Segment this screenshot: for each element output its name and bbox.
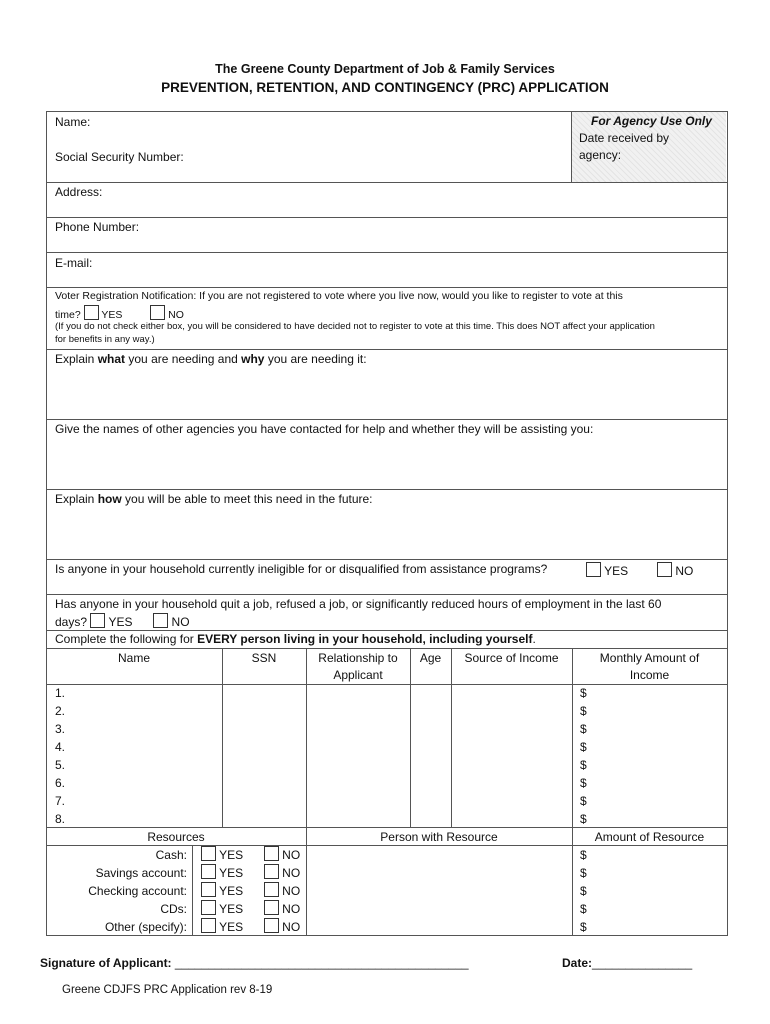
voter-yes-label: YES bbox=[101, 309, 123, 321]
resource-cds-options: YES NO bbox=[201, 900, 300, 916]
email-field[interactable]: E-mail: bbox=[55, 256, 93, 270]
resource-checking-options: YES NO bbox=[201, 882, 300, 898]
table-row[interactable]: 5. bbox=[55, 758, 66, 772]
cash-yes-checkbox[interactable] bbox=[201, 846, 216, 861]
agency-name: The Greene County Department of Job & Family Services bbox=[215, 62, 555, 76]
ssn-field[interactable]: Social Security Number: bbox=[55, 150, 184, 164]
income-amount[interactable]: $ bbox=[580, 758, 587, 772]
table-row[interactable]: 2. bbox=[55, 704, 66, 718]
resource-label: Checking account: bbox=[88, 884, 187, 898]
other-agencies-field[interactable]: Give the names of other agencies you have contacted for help and whether they will be assisting you: bbox=[55, 422, 594, 436]
savings-yes-checkbox[interactable] bbox=[201, 864, 216, 879]
cds-no-checkbox[interactable] bbox=[264, 900, 279, 915]
ineligible-no-checkbox[interactable] bbox=[657, 562, 672, 577]
col-header-monthly-2: Income bbox=[629, 668, 670, 682]
table-row[interactable]: 7. bbox=[55, 794, 66, 808]
resources-header: Resources bbox=[147, 830, 205, 844]
resource-label: Cash: bbox=[155, 848, 187, 862]
resource-label: CDs: bbox=[160, 902, 187, 916]
resource-other-options: YES NO bbox=[201, 918, 300, 934]
signature-row bbox=[40, 956, 469, 970]
voter-no-checkbox[interactable] bbox=[150, 305, 165, 320]
voter-no-label: NO bbox=[168, 309, 184, 321]
signature-line[interactable]: ____________________________________________ bbox=[174, 956, 469, 970]
income-amount[interactable]: $ bbox=[580, 704, 587, 718]
income-amount[interactable]: $ bbox=[580, 794, 587, 808]
table-row[interactable]: 4. bbox=[55, 740, 66, 754]
voter-choice-row bbox=[55, 305, 184, 321]
col-header-relationship-2: Applicant bbox=[333, 668, 383, 682]
income-amount[interactable]: $ bbox=[580, 812, 587, 826]
col-header-name: Name bbox=[117, 651, 150, 665]
resource-label: Savings account: bbox=[95, 866, 187, 880]
col-header-source: Source of Income bbox=[464, 651, 559, 665]
table-row[interactable]: 1. bbox=[55, 686, 66, 700]
quit-job-question: Has anyone in your household quit a job, refused a job, or significantly reduced hours of employment in the last 60 bbox=[55, 597, 662, 611]
ineligible-question: Is anyone in your household currently ineligible for or disqualified from assistance programs? bbox=[55, 562, 548, 576]
col-header-ssn: SSN bbox=[251, 651, 277, 665]
resource-savings-options: YES NO bbox=[201, 864, 300, 880]
future-plan-field[interactable]: Explain how you will be able to meet this need in the future: bbox=[55, 492, 373, 506]
voter-yes-checkbox[interactable] bbox=[84, 305, 99, 320]
resource-label: Other (specify): bbox=[104, 920, 187, 934]
person-with-resource-header: Person with Resource bbox=[380, 830, 498, 844]
footer-revision: Greene CDJFS PRC Application rev 8-19 bbox=[62, 984, 273, 996]
checking-no-checkbox[interactable] bbox=[264, 882, 279, 897]
address-field[interactable]: Address: bbox=[55, 185, 103, 199]
quit-job-yes-checkbox[interactable] bbox=[90, 613, 105, 628]
cds-yes-checkbox[interactable] bbox=[201, 900, 216, 915]
amount-of-resource-header: Amount of Resource bbox=[594, 830, 705, 844]
signature-label: Signature of Applicant: bbox=[40, 956, 172, 970]
ineligible-yes-option: YES bbox=[586, 562, 628, 578]
date-line[interactable]: _______________ bbox=[592, 956, 693, 970]
date-row bbox=[562, 956, 692, 970]
table-row[interactable]: 6. bbox=[55, 776, 66, 790]
table-row[interactable]: 3. bbox=[55, 722, 66, 736]
resource-amount[interactable]: $ bbox=[580, 902, 587, 916]
phone-field[interactable]: Phone Number: bbox=[55, 220, 140, 234]
cash-no-checkbox[interactable] bbox=[264, 846, 279, 861]
income-amount[interactable]: $ bbox=[580, 686, 587, 700]
ineligible-yes-checkbox[interactable] bbox=[586, 562, 601, 577]
col-header-monthly-1: Monthly Amount of bbox=[599, 651, 700, 665]
voter-time-label: time? bbox=[55, 309, 81, 321]
savings-no-checkbox[interactable] bbox=[264, 864, 279, 879]
agency-box-title: For Agency Use Only bbox=[591, 114, 712, 128]
col-header-relationship-1: Relationship to bbox=[318, 651, 398, 665]
resource-amount[interactable]: $ bbox=[580, 848, 587, 862]
income-amount[interactable]: $ bbox=[580, 776, 587, 790]
income-amount[interactable]: $ bbox=[580, 740, 587, 754]
table-row[interactable]: 8. bbox=[55, 812, 66, 826]
other-yes-checkbox[interactable] bbox=[201, 918, 216, 933]
quit-job-choice-row: days? YES NO bbox=[55, 615, 190, 629]
resource-cash-options: YES NO bbox=[201, 846, 300, 862]
need-explanation-field[interactable]: Explain what you are needing and why you are needing it: bbox=[55, 352, 367, 366]
other-no-checkbox[interactable] bbox=[264, 918, 279, 933]
form-title: PREVENTION, RETENTION, AND CONTINGENCY (PRC) APPLICATION bbox=[161, 80, 609, 95]
col-header-age: Age bbox=[419, 651, 442, 665]
quit-job-no-checkbox[interactable] bbox=[153, 613, 168, 628]
resource-amount[interactable]: $ bbox=[580, 884, 587, 898]
voter-note-1: (If you do not check either box, you will be considered to have decided not to register to vote at this time. This does NOT affect your application bbox=[55, 321, 655, 332]
agency-box-line2: agency: bbox=[579, 148, 622, 162]
voter-note-2: for benefits in any way.) bbox=[55, 334, 155, 345]
ineligible-no-option: NO bbox=[657, 562, 693, 578]
agency-box-line1: Date received by bbox=[579, 131, 670, 145]
date-label: Date: bbox=[562, 956, 593, 970]
checking-yes-checkbox[interactable] bbox=[201, 882, 216, 897]
resource-amount[interactable]: $ bbox=[580, 866, 587, 880]
resource-amount[interactable]: $ bbox=[580, 920, 587, 934]
household-instructions: Complete the following for EVERY person living in your household, including yourself. bbox=[55, 632, 536, 646]
name-field[interactable]: Name: bbox=[55, 115, 91, 129]
voter-notification: Voter Registration Notification: If you are not registered to vote where you live now, would you like to register to vote at this bbox=[55, 290, 623, 302]
income-amount[interactable]: $ bbox=[580, 722, 587, 736]
